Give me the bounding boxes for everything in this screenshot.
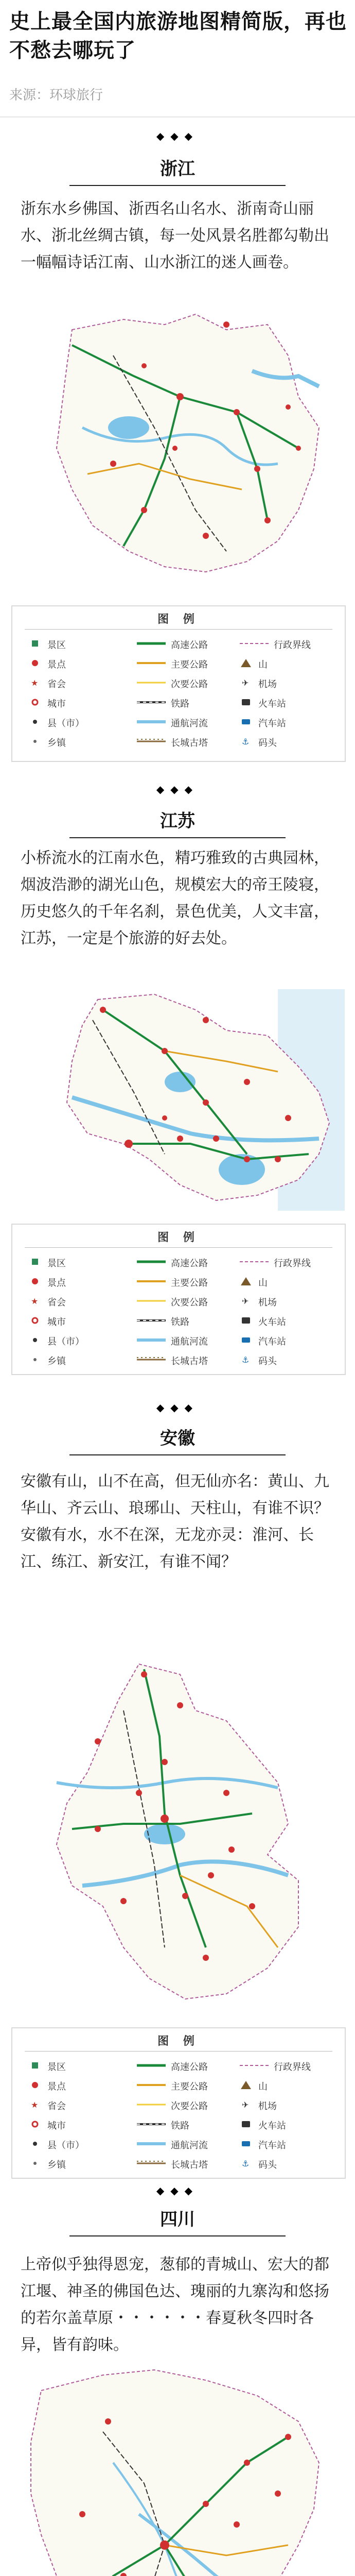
svg-text:⚓: ⚓ <box>242 737 250 747</box>
legend-item <box>239 736 277 750</box>
legend-label: 火车站 <box>258 1317 286 1328</box>
legend-item <box>28 2158 66 2172</box>
legend-item <box>136 1257 208 1270</box>
legend-symbol-icon <box>239 2119 254 2133</box>
legend-symbol-icon <box>28 1257 43 1271</box>
legend-symbol-icon <box>239 1315 254 1330</box>
legend-symbol-icon <box>136 677 167 692</box>
article-title: 史上最全国内旅游地图精简版，再也不愁去哪玩了 <box>9 10 347 62</box>
legend-label: 行政界线 <box>274 1258 311 1269</box>
legend-symbol-icon <box>239 2080 254 2094</box>
legend-label: 码头 <box>258 738 277 749</box>
legend-symbol-icon <box>136 1296 167 1310</box>
article-source: 来源：环球旅行 <box>9 87 103 103</box>
legend-symbol-icon <box>136 2158 167 2173</box>
legend-item <box>136 736 208 750</box>
section-sichuan <box>0 2174 355 2576</box>
legend-symbol-icon <box>239 736 254 751</box>
legend-heading: 图 例 <box>157 613 200 626</box>
legend-symbol-icon <box>239 638 270 653</box>
legend-label: 汽车站 <box>258 718 286 729</box>
legend-item <box>28 1354 66 1368</box>
legend-heading: 图 例 <box>157 2035 200 2048</box>
legend-symbol-icon <box>239 1335 254 1349</box>
legend-symbol-icon <box>239 2099 254 2114</box>
legend-symbol-icon <box>136 2139 167 2153</box>
legend-symbol-icon <box>136 1315 167 1330</box>
legend-item <box>136 2060 208 2074</box>
legend-label: 次要公路 <box>171 2101 208 2112</box>
legend-item <box>136 1335 208 1348</box>
legend-label: 山 <box>258 2081 268 2092</box>
legend-symbol-icon <box>28 697 43 711</box>
legend-item <box>28 2080 66 2093</box>
legend-label: 省会 <box>47 679 66 690</box>
legend-item <box>136 2158 208 2172</box>
legend-item <box>239 717 286 730</box>
legend-item <box>28 2139 84 2152</box>
ornament: ◆◆◆ <box>156 2184 199 2197</box>
map-legend <box>11 1224 346 1375</box>
section-title <box>0 155 355 180</box>
legend-heading: 图 例 <box>157 1231 200 1244</box>
legend-item <box>136 2080 208 2093</box>
legend-symbol-icon <box>239 2158 254 2173</box>
legend-item <box>28 697 66 710</box>
legend-symbol-icon <box>28 1335 43 1349</box>
section-title <box>0 1424 355 1449</box>
section-title-text: 四川 <box>160 2209 195 2230</box>
ornament: ◆◆◆ <box>156 783 199 795</box>
map-anhui <box>10 1659 345 2014</box>
legend-item <box>239 2099 277 2113</box>
section-zhejiang <box>0 124 355 773</box>
section-description: 小桥流水的江南水色，精巧雅致的古典园林，烟波浩渺的湖光山色，规模宏大的帝王陵寝，历史悠久的千年名刹，景色优美，人文丰富，江苏，一定是个旅游的好去处。 <box>21 849 329 947</box>
legend-item <box>28 2060 66 2074</box>
legend-item <box>136 638 208 652</box>
legend-symbol-icon <box>136 1257 167 1271</box>
legend-symbol-icon <box>239 658 254 672</box>
map-legend <box>11 2027 346 2179</box>
section-anhui <box>0 1391 355 2174</box>
divider <box>0 116 355 117</box>
map-zhejiang <box>10 294 345 592</box>
legend-symbol-icon <box>239 2060 270 2075</box>
province-map <box>10 294 345 592</box>
legend-label: 铁路 <box>171 699 189 709</box>
legend-symbol-icon <box>28 736 43 751</box>
legend-item <box>136 1276 208 1290</box>
legend-label: 铁路 <box>171 1317 189 1328</box>
svg-text:⚓: ⚓ <box>242 2159 250 2168</box>
legend-label: 行政界线 <box>274 640 311 651</box>
section-description: 安徽有山，山不在高，但无仙亦名：黄山、九华山、齐云山、琅琊山、天柱山，有谁不识？安徽有水，水不在深，无龙亦灵：淮河、长江、练江、新安江，有谁不闻？ <box>21 1472 329 1571</box>
map-sichuan <box>10 2360 345 2576</box>
ornament: ◆◆◆ <box>156 130 199 142</box>
legend-item <box>239 1354 277 1368</box>
legend-label: 码头 <box>258 2160 277 2171</box>
section-title-text: 浙江 <box>160 159 195 179</box>
svg-text:✈: ✈ <box>242 1296 249 1306</box>
legend-item <box>136 1354 208 1368</box>
legend-item <box>136 2099 208 2113</box>
legend-item <box>28 2099 66 2113</box>
svg-text:✈: ✈ <box>242 678 249 688</box>
legend-symbol-icon <box>28 658 43 672</box>
legend-symbol-icon <box>239 1354 254 1369</box>
legend-label: 县（市） <box>47 2140 84 2151</box>
legend-item <box>239 697 286 710</box>
ornament: ◆◆◆ <box>156 1401 199 1414</box>
legend-label: 景区 <box>47 2062 66 2073</box>
legend-label: 省会 <box>47 2101 66 2112</box>
legend-label: 长城古塔 <box>171 2160 208 2171</box>
map-legend <box>11 605 346 762</box>
legend-item <box>239 2158 277 2172</box>
legend-label: 城市 <box>47 1317 66 1328</box>
svg-text:✈: ✈ <box>242 2100 249 2110</box>
legend-label: 乡镇 <box>47 1356 66 1367</box>
legend-symbol-icon <box>136 2080 167 2094</box>
section-description: 浙东水乡佛国、浙西名山名水、浙南奇山丽水、浙北丝绸古镇，每一处风景名胜都勾勒出一幅幅诗话江南、山水浙江的迷人画卷。 <box>21 200 329 272</box>
legend-symbol-icon <box>28 638 43 653</box>
legend-label: 次要公路 <box>171 1297 208 1308</box>
legend-label: 通航河流 <box>171 718 208 729</box>
legend-item <box>239 658 268 671</box>
legend-symbol-icon <box>28 2099 43 2114</box>
legend-label: 县（市） <box>47 1336 84 1347</box>
legend-item <box>136 697 189 710</box>
legend-symbol-icon <box>28 1315 43 1330</box>
legend-item <box>28 638 66 652</box>
legend-symbol-icon <box>136 2099 167 2114</box>
map-jiangsu <box>10 989 345 1211</box>
legend-symbol-icon <box>28 2119 43 2133</box>
legend-item <box>239 677 277 691</box>
legend-label: 次要公路 <box>171 679 208 690</box>
legend-label: 高速公路 <box>171 1258 208 1269</box>
legend-item <box>136 677 208 691</box>
legend-label: 乡镇 <box>47 738 66 749</box>
legend-item <box>239 2139 286 2152</box>
legend-label: 景区 <box>47 640 66 651</box>
legend-item <box>136 2139 208 2152</box>
legend-item <box>239 638 311 652</box>
legend-symbol-icon <box>239 2139 254 2153</box>
svg-text:★: ★ <box>31 678 39 688</box>
legend-symbol-icon <box>28 2139 43 2153</box>
legend-symbol-icon <box>136 658 167 672</box>
svg-text:★: ★ <box>31 2100 39 2110</box>
legend-symbol-icon <box>28 2060 43 2075</box>
legend-label: 城市 <box>47 699 66 709</box>
legend-label: 长城古塔 <box>171 1356 208 1367</box>
legend-item <box>239 2119 286 2132</box>
legend-label: 景区 <box>47 1258 66 1269</box>
legend-item <box>28 1276 66 1290</box>
province-map <box>10 989 345 1211</box>
legend-label: 高速公路 <box>171 640 208 651</box>
legend-label: 乡镇 <box>47 2160 66 2171</box>
legend-label: 县（市） <box>47 718 84 729</box>
legend-symbol-icon <box>136 717 167 731</box>
legend-item <box>136 658 208 671</box>
legend-item <box>28 2119 66 2132</box>
province-map <box>10 1659 345 2014</box>
legend-label: 主要公路 <box>171 2081 208 2092</box>
legend-label: 汽车站 <box>258 1336 286 1347</box>
legend-symbol-icon <box>28 1276 43 1291</box>
legend-label: 山 <box>258 1278 268 1289</box>
legend-symbol-icon <box>239 1296 254 1310</box>
legend-symbol-icon <box>136 2119 167 2133</box>
legend-symbol-icon <box>136 736 167 751</box>
legend-label: 长城古塔 <box>171 738 208 749</box>
legend-label: 行政界线 <box>274 2062 311 2073</box>
legend-label: 通航河流 <box>171 2140 208 2151</box>
legend-label: 省会 <box>47 1297 66 1308</box>
province-map <box>10 2360 345 2576</box>
section-title-text: 江苏 <box>160 811 195 832</box>
legend-symbol-icon <box>239 1257 270 1271</box>
legend-label: 铁路 <box>171 2121 189 2131</box>
legend-item <box>136 717 208 730</box>
section-jiangsu <box>0 773 355 1391</box>
legend-label: 机场 <box>258 679 277 690</box>
legend-label: 山 <box>258 659 268 670</box>
legend-label: 主要公路 <box>171 1278 208 1289</box>
legend-symbol-icon <box>136 2060 167 2075</box>
legend-item <box>136 2119 189 2132</box>
legend-symbol-icon <box>28 1354 43 1369</box>
legend-symbol-icon <box>28 2158 43 2173</box>
legend-label: 景点 <box>47 2081 66 2092</box>
legend-symbol-icon <box>136 1354 167 1369</box>
legend-label: 景点 <box>47 659 66 670</box>
legend-symbol-icon <box>28 1296 43 1310</box>
legend-item <box>239 1276 268 1290</box>
legend-symbol-icon <box>28 677 43 692</box>
legend-label: 高速公路 <box>171 2062 208 2073</box>
legend-item <box>239 1296 277 1309</box>
legend-item <box>136 1315 189 1329</box>
legend-item <box>239 2080 268 2093</box>
legend-symbol-icon <box>239 697 254 711</box>
legend-label: 主要公路 <box>171 659 208 670</box>
legend-symbol-icon <box>28 2080 43 2094</box>
svg-text:★: ★ <box>31 1296 39 1306</box>
legend-symbol-icon <box>136 1276 167 1291</box>
legend-label: 机场 <box>258 1297 277 1308</box>
legend-item <box>28 736 66 750</box>
section-title <box>0 2205 355 2230</box>
svg-text:⚓: ⚓ <box>242 1355 250 1365</box>
section-description: 上帝似乎独得恩宠，葱郁的青城山、宏大的都江堰、神圣的佛国色达、瑰丽的九寨沟和悠扬的若尔盖草原・・・・・・春夏秋冬四时各异，皆有韵味。 <box>21 2256 329 2354</box>
legend-symbol-icon <box>136 1335 167 1349</box>
legend-symbol-icon <box>136 638 167 653</box>
legend-label: 码头 <box>258 1356 277 1367</box>
legend-item <box>28 658 66 671</box>
legend-label: 汽车站 <box>258 2140 286 2151</box>
legend-item <box>239 1257 311 1270</box>
legend-symbol-icon <box>239 677 254 692</box>
legend-item <box>136 1296 208 1309</box>
legend-label: 火车站 <box>258 699 286 709</box>
legend-item <box>28 1296 66 1309</box>
legend-label: 景点 <box>47 1278 66 1289</box>
legend-symbol-icon <box>136 697 167 711</box>
legend-item <box>28 717 84 730</box>
legend-item <box>28 1335 84 1348</box>
section-title <box>0 807 355 832</box>
legend-symbol-icon <box>239 717 254 731</box>
legend-symbol-icon <box>28 717 43 731</box>
legend-item <box>239 2060 311 2074</box>
legend-item <box>28 1315 66 1329</box>
legend-item <box>239 1315 286 1329</box>
legend-item <box>28 677 66 691</box>
legend-label: 火车站 <box>258 2121 286 2131</box>
section-title-text: 安徽 <box>160 1428 195 1449</box>
legend-item <box>239 1335 286 1348</box>
legend-symbol-icon <box>239 1276 254 1291</box>
legend-label: 通航河流 <box>171 1336 208 1347</box>
legend-label: 机场 <box>258 2101 277 2112</box>
legend-label: 城市 <box>47 2121 66 2131</box>
legend-item <box>28 1257 66 1270</box>
